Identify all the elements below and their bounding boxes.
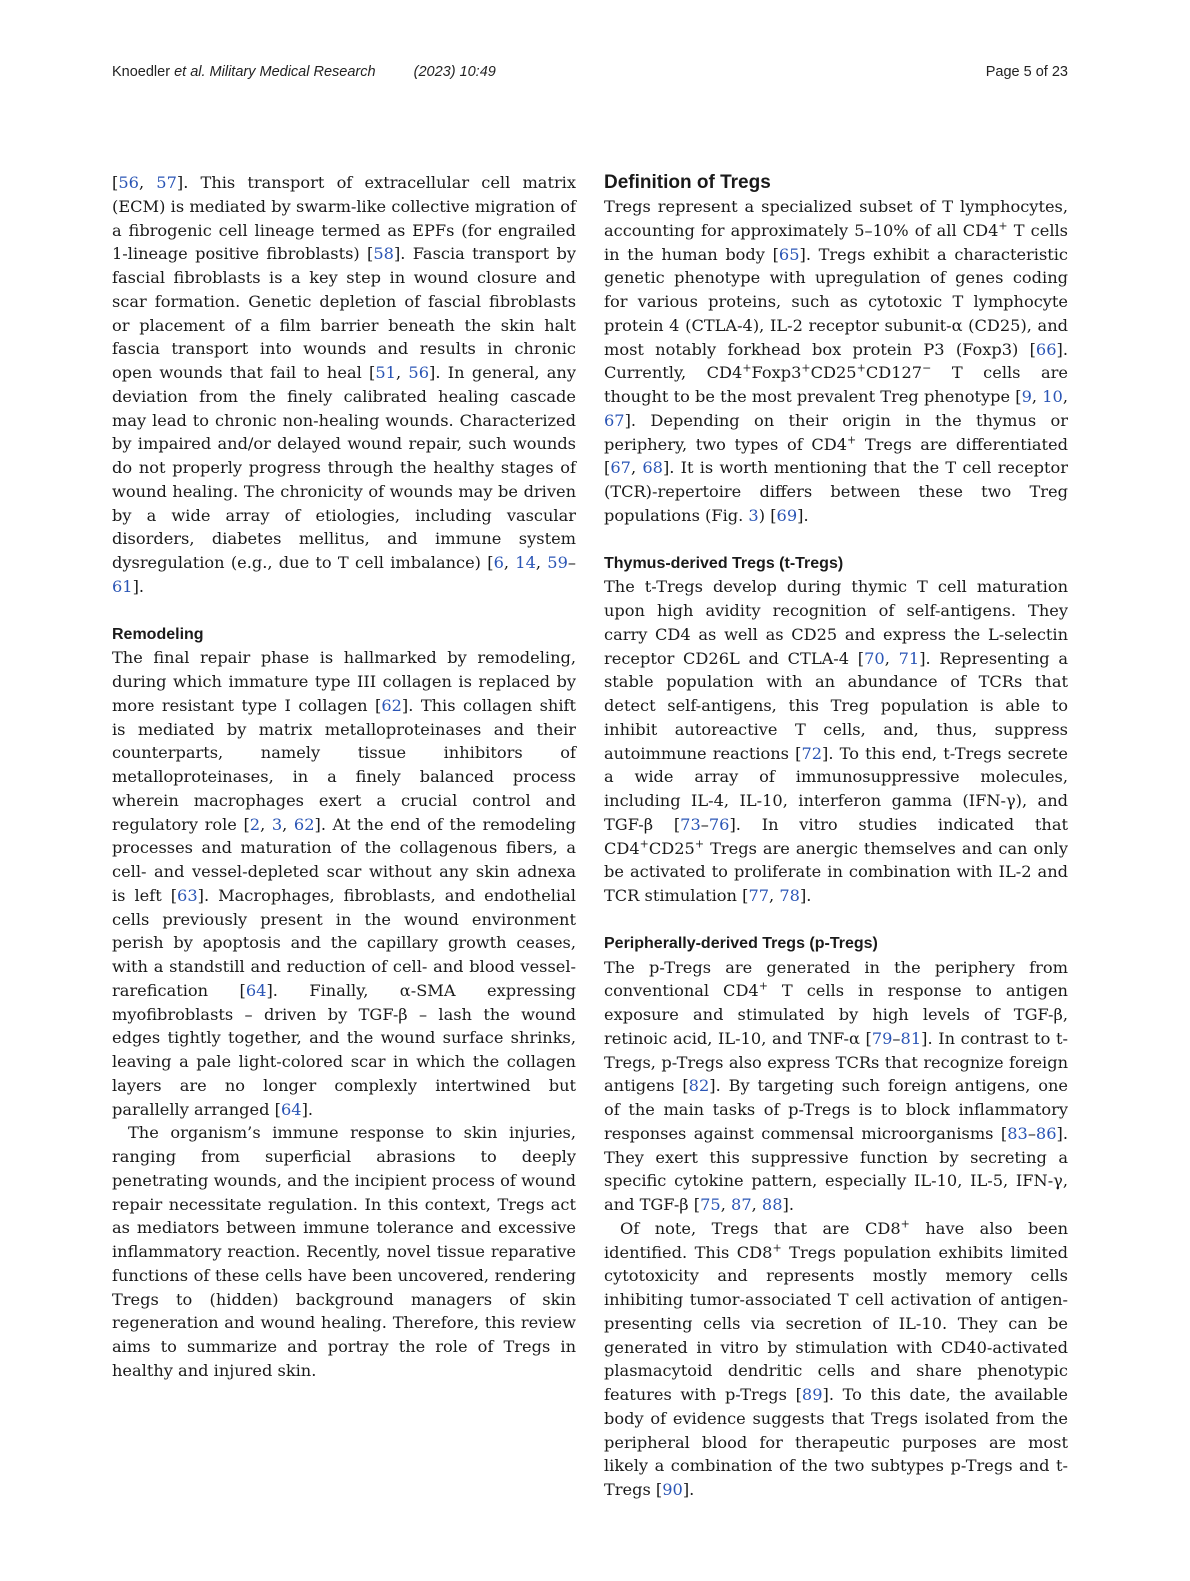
section-heading-remodeling: Remodeling [112,625,204,643]
text-run: , [884,648,899,668]
citation-link[interactable]: 6 [493,553,504,572]
text-run: ]. This transport of extracellular cell matrix (ECM) is mediated by swarm-like collective migration of a fibrogenic cell lineage termed as EPFs (for engrailed 1-lineage positive fibroblasts) [ [112,173,576,264]
text-run: ]. In general, any deviation from the finely calibrated healing cascade may lead to chronic non-healing wounds. Characterized by impaired and/or delayed wound repair, such wounds do not properly progress through the healthy stages of wound healing. The chronicity of wounds may be driven by a wide array of etiologies, including vascular disorders, diabetes mellitus, and immune system dysregulation (e.g., due to T cell imbalance) [ [112,363,576,572]
text-run: The organism’s immune response to skin injuries, ranging from superficial abrasions to deeply penetrating wounds, and the incipient process of wound repair necessitate regulation. In this context, Tregs act as mediators between immune tolerance and excessive inflammatory reaction. Recently, novel tissue reparative functions of these cells have been uncovered, rendering Tregs to (hidden) background managers of skin regeneration and wound healing. Therefore, this review aims to summarize and portray the role of Tregs in healthy and injured skin. [112,1123,576,1380]
text-run: , [1031,387,1043,406]
text-run: , [720,1195,732,1214]
text-run: Tregs are differentiated [ [604,434,1068,478]
text-run: , [260,814,272,834]
paragraph: [56, 57]. This transport of extracellular cell matrix (ECM) is mediated by swarm-like collective migration of a fibrogenic cell lineage termed as EPFs (for engrailed 1-lineage positive fibroblasts) [58]. Fascia transport by fascial fibroblasts is a key step in wound closure and scar formation. Genetic depletion of fascial fibroblasts or placement of a film barrier beneath the skin halt fascia transport into wounds and results in chronic open wounds that fail to heal [51, 56]. In general, any deviation from the finely calibrated healing cascade may lead to chronic non-healing wounds. Characterized by impaired and/or delayed wound repair, such wounds do not properly progress through the healthy stages of wound healing. The chronicity of wounds may be driven by a wide array of etiologies, including vascular disorders, diabetes mellitus, and immune system dysregulation (e.g., due to T cell imbalance) [6, 14, 59–61]. [112,173,576,596]
text-run: – [700,814,709,834]
text-run: ]. By targeting such foreign antigens, one of the main tasks of p-Tregs is to block inflammatory responses against commensal microorganisms [ [604,1076,1068,1143]
text-run: ]. [301,1099,314,1119]
paragraph [604,1217,1068,1502]
superscript: + [900,1217,910,1231]
text-run: ]. [799,886,812,905]
text-run: Tregs represent a specialized subset of T lymphocytes, accounting for approximately 5–10% of all CD4 [604,197,1068,240]
superscript: + [856,361,866,375]
text-run: – [567,553,576,572]
citation-link[interactable]: 68 [642,458,663,478]
citation-link[interactable]: 10 [1042,387,1063,406]
citation-link[interactable]: 58 [373,244,394,264]
citation-link[interactable]: 61 [112,576,133,596]
text-run: Tregs are anergic themselves and can only be activated to proliferate in combination with IL-2 and TCR stimulation [ [604,838,1068,905]
citation-link[interactable]: 67 [610,458,631,478]
text-run: ]. [782,1195,794,1214]
text-run: CD25 [810,363,857,383]
citation-link[interactable]: 78 [779,886,800,905]
text-run: ]. In vitro studies indicated that CD4 [604,814,1068,858]
citation-link[interactable]: 62 [381,695,402,715]
running-header [112,64,496,80]
citation-link[interactable]: 70 [864,648,885,668]
text-run: T cells in response to antigen exposure and stimulated by high levels of TGF-β, retinoic acid, IL-10, and TNF-α [ [604,981,1068,1048]
text-run: ]. [797,505,809,525]
superscript: + [639,837,649,851]
citation-link[interactable]: 51 [375,363,396,382]
text-run: , [138,173,157,192]
header-citation: (2023) 10:49 [413,64,496,80]
citation-link[interactable]: 65 [778,244,800,264]
citation-link[interactable]: 66 [1035,339,1057,359]
text-run: The p-Tregs are generated in the periphery from conventional CD4 [604,957,1068,1001]
header-journal: et al. Military Medical Research [174,64,376,80]
section-heading-definition: Definition of Tregs [604,172,771,193]
text-run: Tregs population exhibits limited cytotoxicity and represents mostly memory cells inhibiting tumor-associated T cell activation of antigen-presenting cells via secretion of IL-10. They can be generated in vitro by stimulation with CD40-activated plasmacytoid dendritic cells and share phenotypic features with p-Tregs [ [604,1242,1068,1404]
text-run: ]. Macrophages, fibroblasts, and endothelial cells previously present in the wound environment perish by apoptosis and the capillary growth ceases, with a standstill and reduction of cell- and blood vessel-rarefication [ [112,885,576,1000]
citation-link[interactable]: 88 [761,1195,783,1214]
citation-link[interactable]: 14 [515,553,536,572]
text-run: , [751,1195,762,1214]
superscript: + [742,361,752,375]
paragraph [604,195,1068,528]
citation-link[interactable]: 64 [245,980,267,1000]
text-run: T cells are thought to be the most prevalent Treg phenotype [ [604,363,1068,406]
citation-link[interactable]: 57 [156,173,177,192]
citation-link[interactable]: 62 [293,814,315,834]
text-run: ]. Currently, CD4 [604,339,1068,383]
citation-link[interactable]: 83 [1007,1123,1028,1143]
text-run: – [1027,1123,1036,1143]
citation-link[interactable]: 75 [700,1195,721,1214]
text-run: , [282,814,294,834]
citation-link[interactable]: 69 [776,505,798,525]
text-run: ]. Depending on their origin in the thymus or periphery, two types of CD4 [604,410,1068,454]
citation-link[interactable]: 59 [547,553,568,572]
superscript: + [758,979,768,993]
right-column [604,171,1068,1502]
text-run: ]. [132,576,145,596]
text-run: , [630,458,643,478]
text-run: The t-Tregs develop during thymic T cell maturation upon high avidity recognition of self-antigens. They carry CD4 as well as CD25 and express the L-selectin receptor CD26L and CTLA-4 [ [604,577,1068,668]
text-run: ]. Fascia transport by fascial fibroblasts is a key step in wound closure and scar formation. Genetic depletion of fascial fibroblasts or placement of a film barrier beneath the skin halt fascia transport into wounds and results in chronic open wounds that fail to heal [ [112,244,576,382]
page-number: Page 5 of 23 [985,64,1068,80]
text-run: T cells in the human body [ [604,220,1068,264]
section-heading-thymus-derived: Thymus-derived Tregs (t-Tregs) [604,554,844,572]
text-run: The final repair phase is hallmarked by remodeling, during which immature type III collagen is replaced by more resistant type I collagen [ [112,648,576,715]
citation-link[interactable]: 82 [688,1076,710,1096]
citation-link[interactable]: 87 [731,1195,752,1214]
text-run: ]. To this date, the available body of evidence suggests that Tregs isolated from the peripheral blood for therapeutic purposes are most likely a combination of the two subtypes p-Tregs and t-Tregs [ [604,1385,1069,1499]
text-run: have also been identified. This CD8 [604,1218,1068,1262]
superscript: + [772,1241,782,1255]
text-run: ]. This collagen shift is mediated by matrix metalloproteinases and their counterparts, namely tissue inhibitors of metalloproteinases, in a finely balanced process wherein macrophages exert a crucial control and regulatory role [ [112,695,577,834]
citation-link[interactable]: 86 [1035,1123,1057,1143]
citation-link[interactable]: 56 [408,363,429,382]
citation-link[interactable]: 89 [801,1385,823,1404]
superscript: − [922,361,932,375]
left-column [112,171,576,1383]
citation-link[interactable]: 73 [680,814,701,834]
text-run: , [1062,387,1068,406]
text-run: CD25 [648,838,695,858]
citation-link[interactable]: 81 [900,1028,922,1048]
citation-link[interactable]: 67 [604,410,625,430]
text-run: , [395,363,409,382]
citation-link[interactable]: 76 [708,814,730,834]
text-run: CD127 [865,363,923,383]
text-run: ) [ [758,505,777,525]
citation-link[interactable]: 63 [177,885,198,905]
superscript: + [801,361,811,375]
citation-link[interactable]: 64 [280,1099,302,1119]
text-run: ]. Tregs exhibit a characteristic genetic phenotype with upregulation of genes coding for various proteins, such as cytotoxic T lymphocyte protein 4 (CTLA-4), IL-2 receptor subunit-α (CD25), and most notably forkhead box protein P3 (Foxp3) [ [604,244,1068,359]
section-heading-peripherally-derived: Peripherally-derived Tregs (p-Tregs) [604,934,878,952]
paragraph [112,646,576,1121]
text-run: , [503,553,516,572]
paragraph [604,956,1068,1217]
text-run: , [769,886,780,905]
text-run: ]. [682,1480,695,1499]
citation-link[interactable]: 3 [748,505,759,525]
superscript: + [694,837,705,851]
header-authors: Knoedler [112,64,171,80]
text-run: Foxp3 [751,363,802,383]
text-run: ]. Finally, α-SMA expressing myofibroblasts – driven by TGF-β – lash the wound edges tightly together, and the wound surface shrinks, leaving a pale light-colored scar in which the collagen layers are no longer complexly intertwined but parallelly arranged [ [112,980,576,1119]
citation-link[interactable]: 79 [871,1028,893,1048]
text-run: ]. It is worth mentioning that the T cell receptor (TCR)-repertoire differs between these two Treg populations (Fig. [604,458,1069,525]
citation-link[interactable]: 90 [662,1480,683,1499]
text-run: ]. They exert this suppressive function by secreting a specific cytokine pattern, especially IL-10, IL-5, IFN-γ, and TGF-β [ [604,1123,1068,1214]
citation-link[interactable]: 3 [271,814,283,834]
text-run: ]. At the end of the remodeling processes and maturation of the collagenous fibers, a cell- and vessel-depleted scar without any skin adnexa is left [ [112,814,576,905]
citation-link[interactable]: 2 [249,814,261,834]
text-run: ]. To this end, t-Tregs secrete a wide array of immunosuppressive molecules, including IL-4, IL-10, interferon gamma (IFN-γ), and TGF-β [ [604,743,1068,834]
citation-link[interactable]: 9 [1021,387,1032,406]
superscript: + [847,433,857,447]
text-run: – [892,1028,901,1048]
superscript: + [998,219,1008,233]
text-run: , [535,553,548,572]
citation-link[interactable]: 56 [118,173,139,192]
citation-link[interactable]: 77 [748,886,770,905]
text-run: ]. In contrast to t-Tregs, p-Tregs also express TCRs that recognize foreign antigens [ [604,1028,1068,1096]
citation-link[interactable]: 71 [898,648,920,668]
text-run: ]. Representing a stable population with an abundance of TCRs that detect self-antigens, this Treg population is able to inhibit autoreactive T cells, and, thus, suppress autoimmune reactions [ [604,648,1068,763]
text-run: Of note, Tregs that are CD8 [620,1218,901,1238]
citation-link[interactable]: 72 [801,743,823,763]
paragraph [112,1121,576,1382]
paragraph [604,575,1068,908]
